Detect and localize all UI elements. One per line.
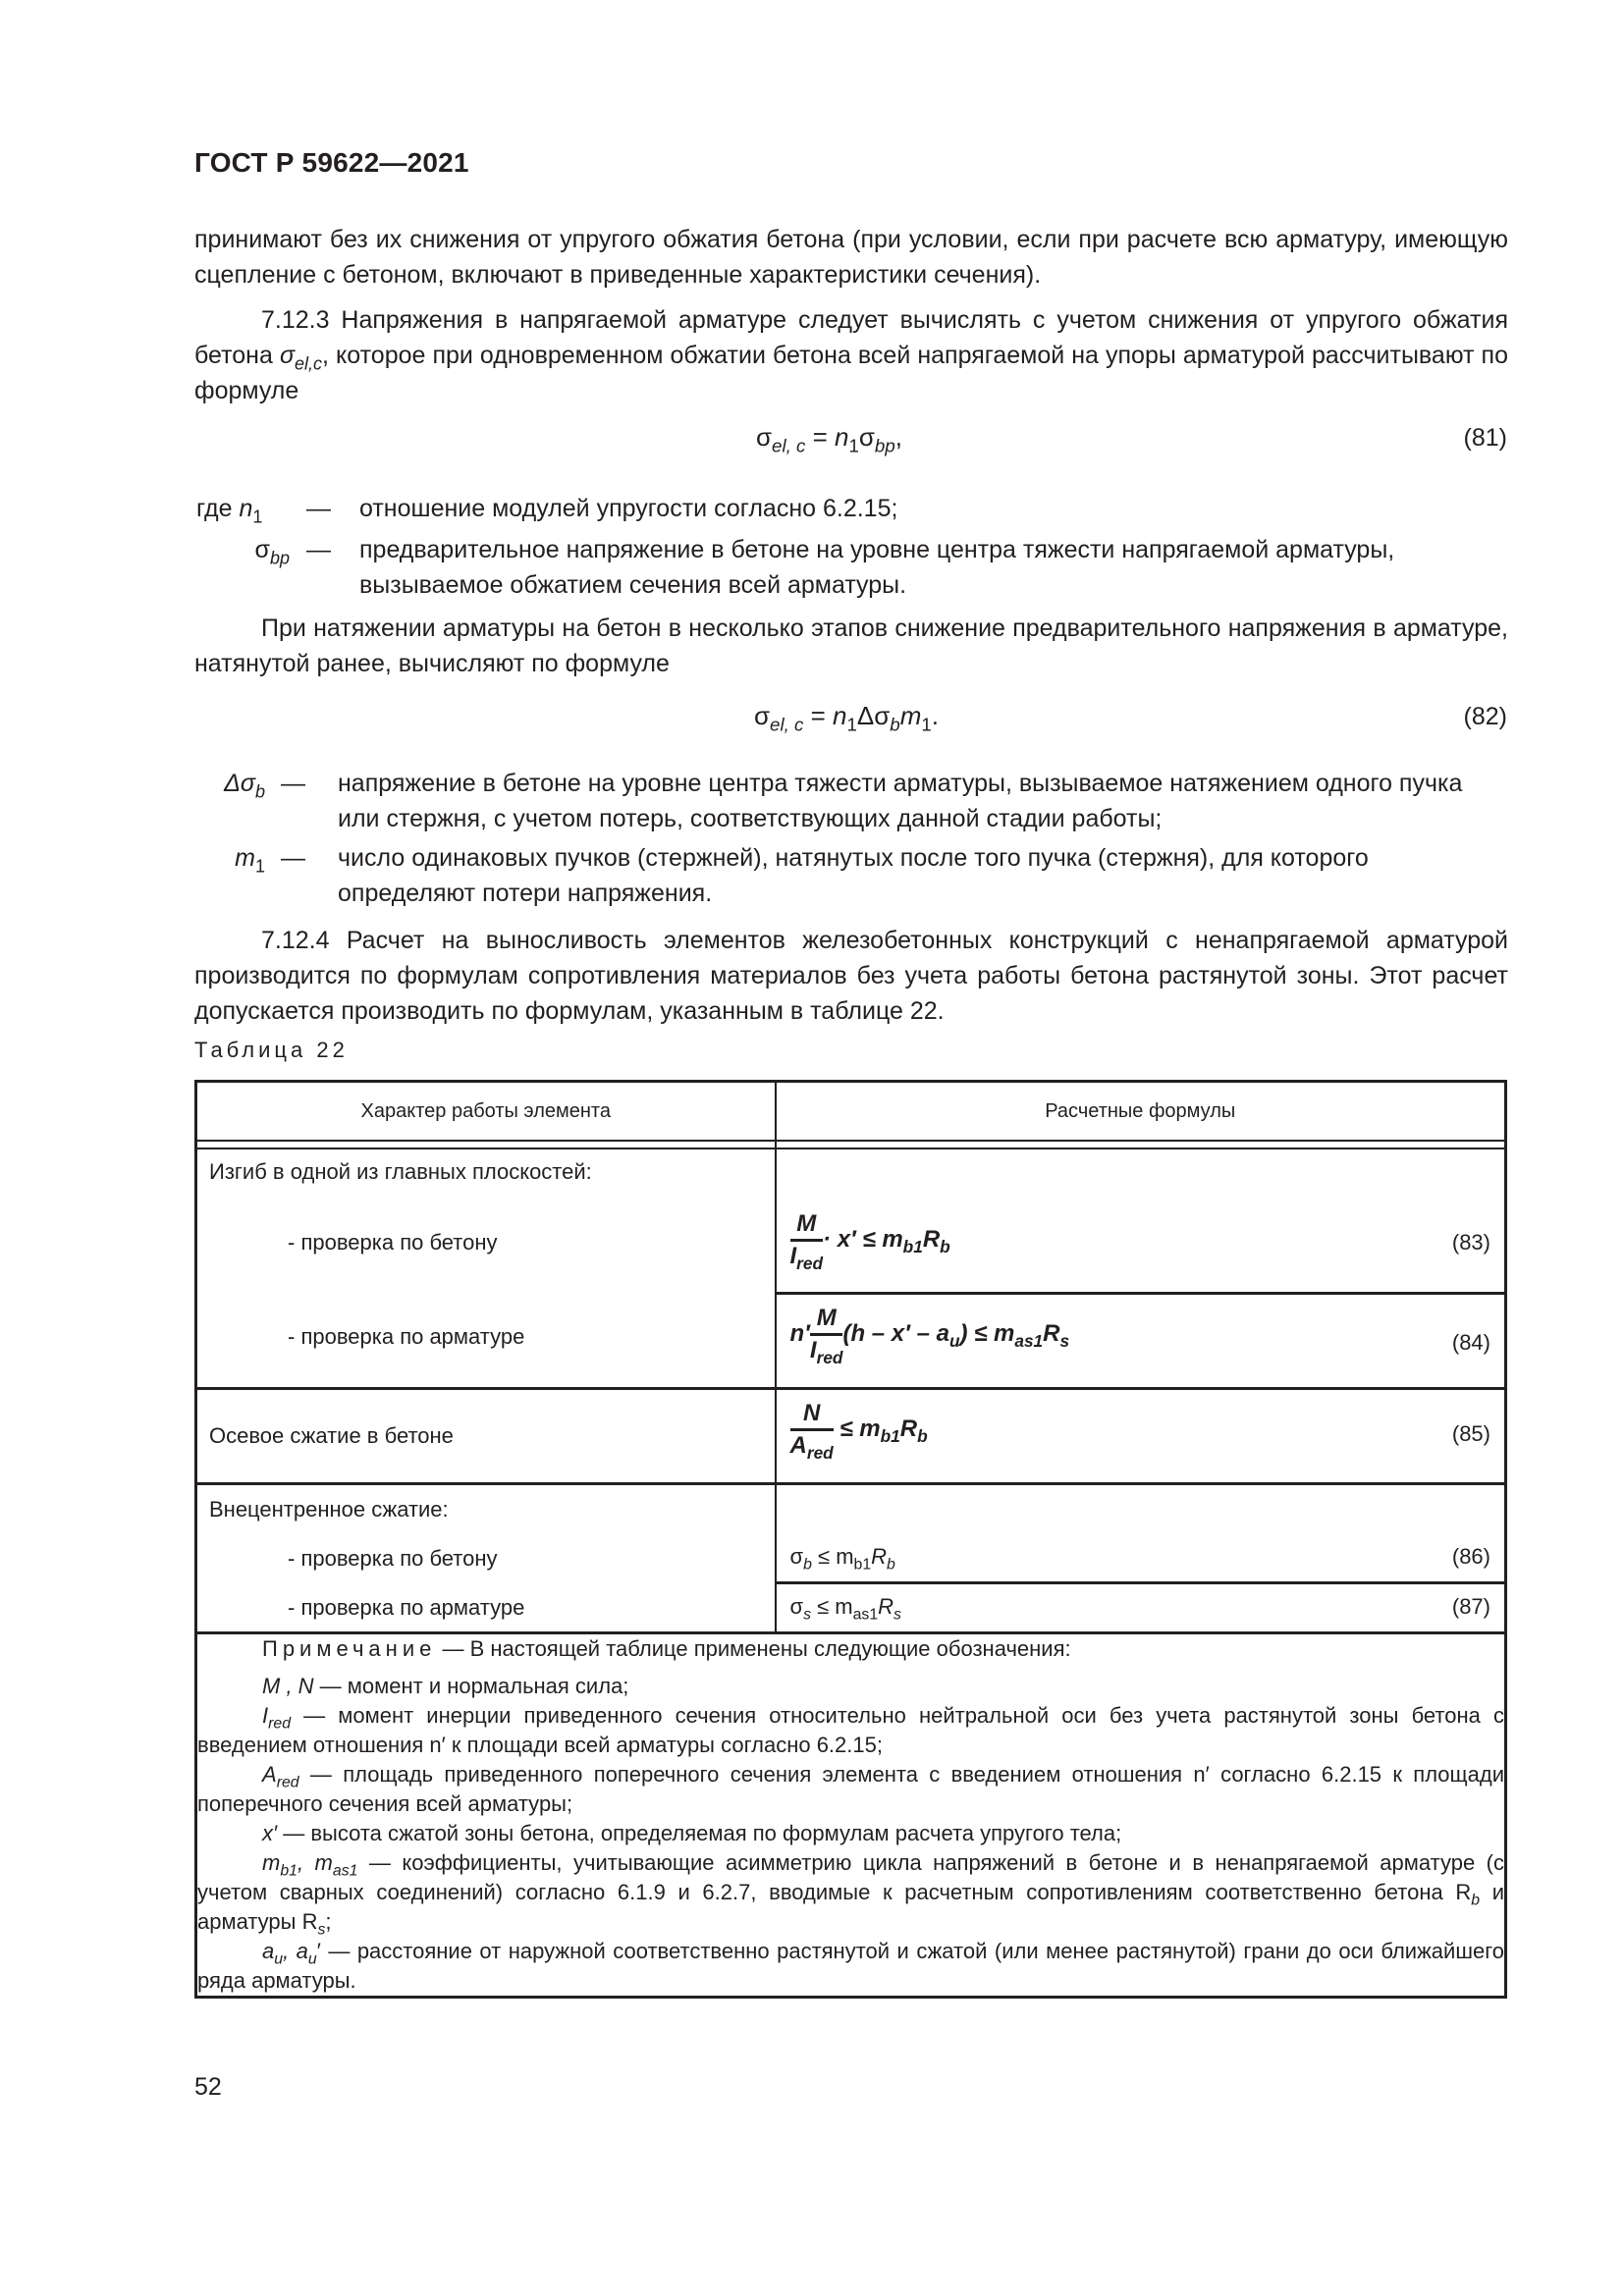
note-item: $I_{red}$ — момент инерции приведенного сечения относительно нейтральной оси без учета растянутой зоны бетона с введением отношения n′ к площади всей арматуры согласно 6.2.15; bbox=[197, 1703, 1504, 1757]
column-header: Характер работы элемента bbox=[196, 1082, 776, 1142]
formula-83: $\frac{M}{I_{red}}$ · $x' \le m_{b1}R_b$ bbox=[789, 1210, 950, 1274]
row-group-title: Изгиб в одной из главных плоскостей: bbox=[209, 1159, 592, 1184]
equation-number-87: (87) bbox=[1451, 1594, 1490, 1619]
formula-84-cell bbox=[776, 1294, 1506, 1389]
formula-84: n′ $\frac{M}{I_{red}}$ $(h - x' - a_u) \le m_{as1}R_s$ bbox=[789, 1305, 1070, 1368]
table-caption: Таблица 22 bbox=[194, 1038, 349, 1062]
equation-number-86: (86) bbox=[1451, 1544, 1490, 1569]
table-header-row bbox=[196, 1082, 1506, 1142]
formula-85: $\frac{N}{A_{red}}$ ≤ $m_{b1}R_b$ bbox=[789, 1400, 928, 1464]
section-7-12-3: 7.12.3 Напряжения в напрягаемой арматуре следует вычислять с учетом снижения от упругого обжатия бетона $\sigma_{el,c}$, которое при одновременном обжатии бетона всей напрягаемой на упоры арматурой рассчитывают по формуле bbox=[194, 306, 1508, 404]
note-item: $A_{red}$ — площадь приведенного поперечного сечения элемента с введением отношения n′ согласно 6.2.15 к площади поперечного сечения всей арматуры; bbox=[197, 1762, 1504, 1816]
formula-83-cell bbox=[776, 1148, 1506, 1294]
row-label: - проверка по бетону bbox=[288, 1230, 498, 1255]
section-7-12-4: 7.12.4 Расчет на выносливость элементов железобетонных конструкций с ненапрягаемой арматурой производится по формулам сопротивления материалов без учета работы бетона растянутой зоны. Этот расчет допускается производить по формулам, указанным в таблице 22. bbox=[194, 927, 1508, 1025]
row-label: - проверка по арматуре bbox=[288, 1324, 525, 1349]
note-item: $a_u$, $a_u'$ — расстояние от наружной соответственно растянутой и сжатой (или менее растянутой) грани до оси ближайшего ряда арматуры. bbox=[197, 1939, 1504, 1993]
paragraph-stages: При натяжении арматуры на бетон в несколько этапов снижение предварительного напряжения в арматуре, натянутой ранее, вычисляют по формуле bbox=[194, 614, 1508, 677]
column-header: Расчетные формулы bbox=[776, 1082, 1506, 1142]
formula-85-cell bbox=[776, 1389, 1506, 1484]
equation-number-84: (84) bbox=[1451, 1330, 1490, 1355]
document-header: ГОСТ Р 59622—2021 bbox=[194, 147, 469, 178]
paragraph-continuation: принимают без их снижения от упругого обжатия бетона (при условии, если при расчете всю арматуру, имеющую сцепление с бетоном, включают в приведенные характеристики сечения). bbox=[194, 226, 1508, 289]
table-note: Примечание — В настоящей таблице применены следующие обозначения: M , N — момент и нормальная сила; $I_{red}$ — момент инерции приведенного сечения относительно нейтральной оси без учета растянутой зоны бетона с введением отношения n′ к площади всей арматуры согласно 6.2.15; $A_{red}$ — площадь приведенного поперечного сечения элемента с введением отношения n′ согласно 6.2.15 к площади поперечного сечения всей арматуры; x′ — высота сжатой зоны бетона, определяемая по формулам расчета упругого тела; $m_{b1}$, $m_{as1}$ — коэффициенты, учитывающие асимметрию цикла напряжений в бетоне и в ненапрягаемой арматуре (с учетом сварных соединений) согласно 6.1.9 и 6.2.7, вводимые к расчетным сопротивлениям соответственно бетона $R_b$ и арматуры $R_s$; $a_u$, $a_u'$ — расстояние от наружной соответственно растянутой и сжатой (или менее растянутой) грани до оси ближайшего ряда арматуры. bbox=[196, 1633, 1506, 1998]
formula-86-cell bbox=[776, 1484, 1506, 1583]
formula-87-cell bbox=[776, 1583, 1506, 1633]
equation-number-81: (81) bbox=[1463, 424, 1507, 452]
row-label: - проверка по арматуре bbox=[288, 1595, 525, 1620]
page-number: 52 bbox=[194, 2073, 222, 2101]
row-label: Осевое сжатие в бетоне bbox=[196, 1389, 776, 1484]
equation-number-82: (82) bbox=[1463, 703, 1507, 730]
row-label: - проверка по бетону bbox=[288, 1546, 498, 1571]
table-row bbox=[196, 1484, 1506, 1583]
formula-81: $\sigma_{el, c} = n_1\sigma_{bp}$, bbox=[756, 422, 902, 456]
table-22 bbox=[194, 1080, 1507, 1999]
row-group-title: Внецентренное сжатие: bbox=[209, 1497, 449, 1522]
equation-number-83: (83) bbox=[1451, 1230, 1490, 1255]
note-item: $m_{b1}$, $m_{as1}$ — коэффициенты, учитывающие асимметрию цикла напряжений в бетоне и в ненапрягаемой арматуре (с учетом сварных соединений) согласно 6.1.9 и 6.2.7, вводимые к расчетным сопротивлениям соответственно бетона $R_b$ и арматуры $R_s$; bbox=[197, 1850, 1505, 1939]
table-note-row bbox=[196, 1633, 1506, 1998]
note-item: x′ — высота сжатой зоны бетона, определяемая по формулам расчета упругого тела; bbox=[262, 1821, 1122, 1845]
formula-87: $\sigma_s \le m_{as1}R_s$ bbox=[789, 1594, 901, 1624]
equation-number-85: (85) bbox=[1451, 1421, 1490, 1446]
formula-82: $\sigma_{el, c} = n_1\Delta\sigma_bm_1$. bbox=[754, 701, 940, 735]
symbol: $\sigma_{el,c}$ bbox=[279, 342, 323, 374]
table-row bbox=[196, 1389, 1506, 1484]
formula-86: $\sigma_b \le m_{b1}R_b$ bbox=[789, 1544, 895, 1574]
table-row bbox=[196, 1148, 1506, 1294]
note-item: M , N — момент и нормальная сила; bbox=[262, 1674, 629, 1698]
